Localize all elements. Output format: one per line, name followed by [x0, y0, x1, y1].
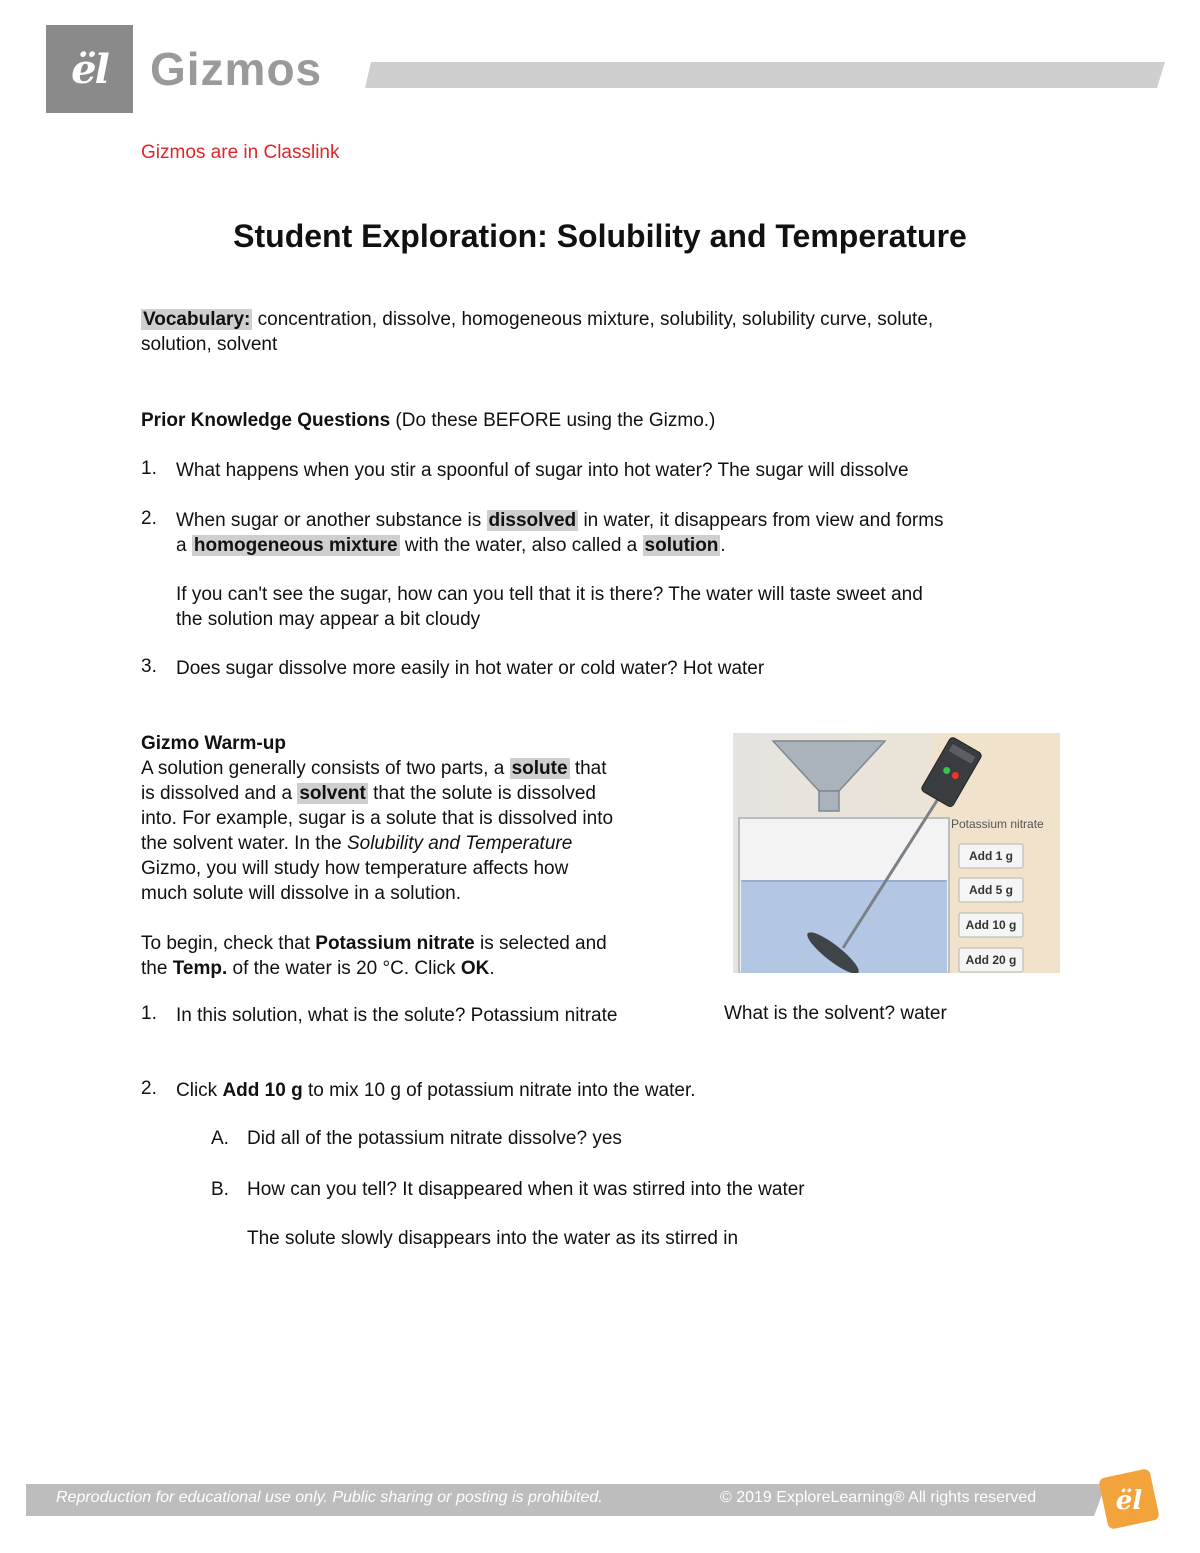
- warmup-line-1a: A solution generally consists of two parts, a: [141, 758, 510, 779]
- question-1-number: 1.: [141, 1003, 157, 1024]
- question-2a-letter: A.: [211, 1128, 229, 1149]
- warmup-line-3: into. For example, sugar is a solute that is dissolved into: [141, 808, 614, 829]
- panel-label: Potassium nitrate: [951, 817, 1044, 831]
- prior-q3: Does sugar dissolve more easily in hot water or cold water? Hot water: [176, 658, 765, 679]
- prior-heading: Prior Knowledge Questions: [141, 410, 391, 431]
- add-1g-button[interactable]: [959, 844, 1023, 868]
- warmup-line-5: Gizmo, you will study how temperature affects how: [141, 858, 569, 879]
- prior-q1: What happens when you stir a spoonful of sugar into hot water? The sugar will dissolve: [176, 460, 909, 481]
- prior-q3-number: 3.: [141, 656, 157, 677]
- question-2b-letter: B.: [211, 1179, 229, 1200]
- question-1-solvent: What is the solvent? water: [724, 1003, 947, 1024]
- vocabulary-label: Vocabulary:: [143, 309, 251, 330]
- prior-knowledge-heading: [141, 408, 1061, 433]
- vocabulary-terms-1: concentration, dissolve, homogeneous mixture, solubility, solubility curve, solute,: [252, 309, 934, 330]
- vocabulary: [141, 307, 1061, 357]
- question-2a: Did all of the potassium nitrate dissolve? yes: [247, 1128, 622, 1149]
- warmup-line-8d: OK: [460, 958, 490, 979]
- term-homogeneous-mixture: homogeneous mixture: [193, 535, 398, 556]
- footer-copyright: © 2019 ExploreLearning® All rights reserved: [720, 1489, 1037, 1506]
- brand-title: Gizmos: [150, 43, 323, 95]
- question-2-text-c: to mix 10 g of potassium nitrate into the water.: [302, 1080, 696, 1101]
- term-dissolved: dissolved: [488, 510, 577, 531]
- prior-q2-text-e: .: [720, 535, 726, 556]
- classlink-note: Gizmos are in Classlink: [141, 142, 340, 163]
- warmup-line-4a: the solvent water. In the: [141, 833, 347, 854]
- prior-q2: [176, 508, 1061, 558]
- explorelearning-logo-icon: [1095, 1465, 1163, 1533]
- prior-q2-number: 2.: [141, 508, 157, 529]
- footer-logo-glyph: ël: [1115, 1486, 1143, 1516]
- prior-heading-note: (Do these BEFORE using the Gizmo.): [390, 410, 716, 431]
- prior-q2-text-b: in water, it disappears from view and forms: [578, 510, 944, 531]
- add-20g-label: Add 20 g: [965, 953, 1017, 967]
- add-10g-button[interactable]: [959, 913, 1023, 937]
- logo-glyph: ël: [71, 45, 108, 93]
- warmup-section: [141, 731, 701, 981]
- question-2-number: 2.: [141, 1078, 157, 1099]
- warmup-line-7c: is selected and: [474, 933, 607, 954]
- add-20g-button[interactable]: [959, 948, 1023, 972]
- warmup-line-7a: To begin, check that: [141, 933, 316, 954]
- page-title: Student Exploration: Solubility and Temperature: [233, 218, 967, 254]
- vocabulary-terms-2: solution, solvent: [141, 334, 278, 355]
- add-5g-label: Add 5 g: [969, 883, 1013, 897]
- question-2-text-b: Add 10 g: [222, 1080, 303, 1101]
- warmup-line-6: much solute will dissolve in a solution.: [141, 883, 461, 904]
- prior-q2-follow-2: the solution may appear a bit cloudy: [176, 609, 481, 630]
- warmup-line-1b: that: [569, 758, 607, 779]
- warmup-line-2b: that the solute is dissolved: [367, 783, 596, 804]
- warmup-line-7b: Potassium nitrate: [315, 933, 475, 954]
- warmup-heading: Gizmo Warm-up: [141, 733, 286, 754]
- question-2: [176, 1078, 1061, 1103]
- add-1g-label: Add 1 g: [969, 849, 1013, 863]
- question-2-text-a: Click: [176, 1080, 223, 1101]
- footer-disclaimer: Reproduction for educational use only. Public sharing or posting is prohibited.: [56, 1489, 603, 1506]
- prior-q2-followup: [176, 582, 1061, 632]
- add-5g-button[interactable]: [959, 878, 1023, 902]
- prior-q2-text-a: When sugar or another substance is: [176, 510, 487, 531]
- funnel-neck: [819, 791, 839, 811]
- warmup-line-4-italic: Solubility and Temperature: [346, 833, 573, 854]
- question-2b-answer: The solute slowly disappears into the water as its stirred in: [247, 1228, 739, 1249]
- header-bar: [365, 60, 1165, 90]
- gizmo-screenshot: [733, 733, 1060, 973]
- warmup-line-8e: .: [489, 958, 495, 979]
- question-1: In this solution, what is the solute? Potassium nitrate: [176, 1005, 618, 1026]
- warmup-line-8b: Temp.: [172, 958, 228, 979]
- prior-q2-text-c: a: [176, 535, 192, 556]
- term-solvent: solvent: [299, 783, 366, 804]
- warmup-line-8c: of the water is 20 °C. Click: [227, 958, 461, 979]
- add-10g-label: Add 10 g: [965, 918, 1017, 932]
- prior-q1-number: 1.: [141, 458, 157, 479]
- gizmos-logo: [46, 25, 133, 113]
- term-solution: solution: [644, 535, 719, 556]
- question-2b: How can you tell? It disappeared when it was stirred into the water: [247, 1179, 805, 1200]
- prior-q2-follow-1: If you can't see the sugar, how can you tell that it is there? The water will taste sweet and: [176, 584, 923, 605]
- warmup-line-2a: is dissolved and a: [141, 783, 298, 804]
- prior-q2-text-d: with the water, also called a: [399, 535, 643, 556]
- term-solute: solute: [511, 758, 568, 779]
- warmup-line-8a: the: [141, 958, 173, 979]
